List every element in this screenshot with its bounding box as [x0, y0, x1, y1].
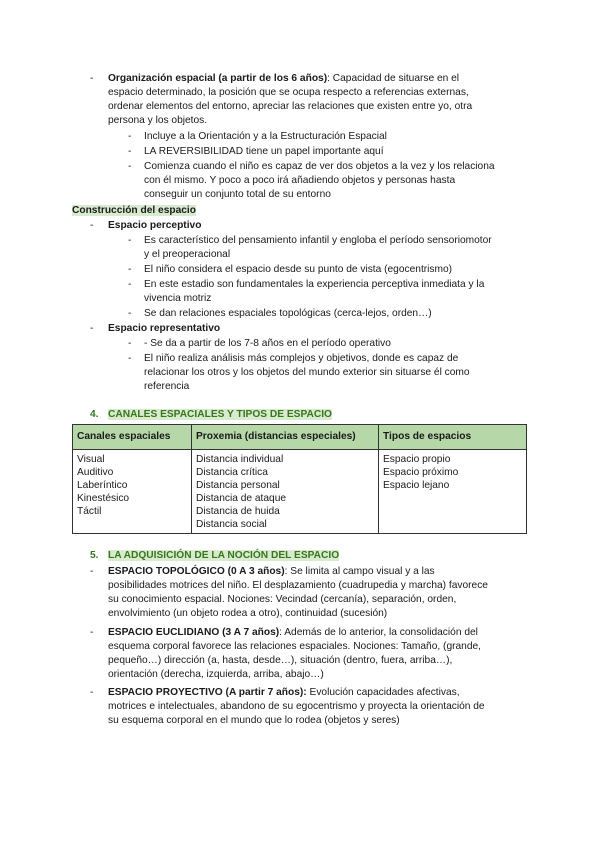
representativo-label-text: Espacio representativo	[108, 323, 221, 334]
org-espacial-paragraph	[108, 72, 528, 128]
list-item-text: - Se da a partir de los 7-8 años en el período operativo	[144, 338, 391, 349]
list-item-text: relacionar los otros y los objetos del mundo exterior sin situarse él como	[144, 367, 470, 378]
section-title: CANALES ESPACIALES Y TIPOS DE ESPACIO	[108, 409, 332, 420]
bullet-dash: -	[128, 338, 132, 349]
section-number: 4.	[90, 409, 99, 420]
bullet-dash: -	[128, 235, 132, 246]
espacio-proyectivo-item	[108, 686, 528, 728]
list-item-text: El niño realiza análisis más complejos y objetivos, donde es capaz de	[144, 353, 459, 364]
bullet-dash: -	[90, 73, 94, 84]
section-4-heading	[90, 408, 332, 422]
org-text-line: : Capacidad de situarse en el	[327, 73, 460, 84]
org-sub-item	[144, 145, 528, 159]
espacio-topologico-item	[108, 565, 528, 621]
cell-line: Kinestésico	[77, 493, 130, 504]
list-item-text: referencia	[144, 381, 190, 392]
cell-line: Distancia personal	[196, 480, 280, 491]
perceptivo-item	[144, 278, 528, 306]
perceptivo-item	[144, 307, 528, 321]
cell-line: Auditivo	[77, 467, 114, 478]
list-item-text: Comienza cuando el niño es capaz de ver dos objetos a la vez y los relaciona	[144, 161, 495, 172]
bullet-dash: -	[128, 353, 132, 364]
list-item-text: Se dan relaciones espaciales topológicas (cerca-lejos, orden…)	[144, 308, 432, 319]
item-text-line: esquema corporal favorece las relaciones espaciales. Nociones: Tamaño, (grande,	[108, 641, 481, 652]
cell-line: Visual	[77, 454, 105, 465]
item-text-line: posibilidades motrices del niño. El desplazamiento (cuadrupedia y marcha) favorece	[108, 580, 488, 591]
org-text-line: espacio determinado, la posición que se ocupa respecto a referencias externas,	[108, 87, 469, 98]
perceptivo-item	[144, 234, 528, 262]
cell-line: Distancia individual	[196, 454, 284, 465]
list-item-text: Es característico del pensamiento infantil y engloba el período sensoriomotor	[144, 235, 492, 246]
bullet-dash: -	[90, 687, 94, 698]
table-header: Canales espaciales	[73, 425, 192, 450]
table-header: Tipos de espacios	[379, 425, 527, 450]
construccion-heading-text: Construcción del espacio	[72, 205, 196, 216]
item-text-line: su conocimiento espacial. Nociones: Vecindad (cercanía), separación, orden,	[108, 594, 457, 605]
list-item-text: LA REVERSIBILIDAD tiene un papel importante aquí	[144, 146, 384, 157]
item-title: ESPACIO EUCLIDIANO (3 A 7 años)	[108, 627, 280, 638]
cell-line: Distancia de ataque	[196, 493, 287, 504]
table-header-row	[73, 425, 527, 450]
item-text-line: su esquema corporal en el mundo que lo rodea (objetos y seres)	[108, 715, 400, 726]
bullet-dash: -	[90, 566, 94, 577]
section-number: 5.	[90, 550, 99, 561]
list-item-text: En este estadio son fundamentales la experiencia perceptiva inmediata y la	[144, 279, 485, 290]
bullet-dash: -	[128, 264, 132, 275]
item-text-line: : Además de lo anterior, la consolidación del	[279, 627, 478, 638]
cell-line: Táctil	[77, 506, 102, 517]
bullet-dash: -	[90, 627, 94, 638]
cell-line: Distancia de huida	[196, 506, 280, 517]
bullet-dash: -	[128, 131, 132, 142]
item-text-line: : Se limita al campo visual y a las	[284, 566, 435, 577]
representativo-item	[144, 337, 528, 351]
item-text-line: envolvimiento (un objeto rodea a otro), continuidad (sucesión)	[108, 608, 388, 619]
bullet-dash: -	[128, 161, 132, 172]
cell-line: Espacio próximo	[383, 467, 459, 478]
bullet-dash: -	[90, 220, 94, 231]
list-item-text: con él mismo. Y poco a poco irá añadiendo objetos y personas hasta	[144, 175, 456, 186]
cell-line: Espacio propio	[383, 454, 451, 465]
bullet-dash: -	[128, 279, 132, 290]
perceptivo-label-text: Espacio perceptivo	[108, 220, 202, 231]
section-title: LA ADQUISICIÓN DE LA NOCIÓN DEL ESPACIO	[108, 550, 340, 561]
cell-line: Espacio lejano	[383, 480, 450, 491]
list-item-text: conseguir un conjunto total de su entorno	[144, 189, 331, 200]
perceptivo-item	[144, 263, 528, 277]
bullet-dash: -	[90, 323, 94, 334]
table-cell-canales	[73, 450, 192, 534]
table-row	[73, 450, 527, 534]
espacio-euclidiano-item	[108, 626, 528, 682]
item-title: ESPACIO PROYECTIVO (A partir 7 años):	[108, 687, 307, 698]
table-cell-proxemia	[192, 450, 379, 534]
espacio-perceptivo-label	[108, 219, 528, 233]
representativo-item	[144, 352, 528, 394]
construccion-heading	[72, 204, 196, 218]
list-item-text: vivencia motriz	[144, 293, 212, 304]
org-sub-item	[144, 130, 528, 144]
list-item-text: El niño considera el espacio desde su punto de vista (egocentrismo)	[144, 264, 453, 275]
item-text-line: motrices e intelectuales, abandono de su egocentrismo y proyecta la orientación de	[108, 701, 485, 712]
item-text-line: Evolución capacidades afectivas,	[306, 687, 460, 698]
cell-line: Laberíntico	[77, 480, 128, 491]
item-title: ESPACIO TOPOLÓGICO (0 A 3 años)	[108, 566, 285, 577]
section-5-heading	[90, 549, 339, 563]
bullet-dash: -	[128, 146, 132, 157]
org-espacial-title: Organización espacial (a partir de los 6 años)	[108, 73, 328, 84]
org-text-line: ordenar elementos del entorno, apreciar las relaciones que existen entre yo, otra	[108, 101, 473, 112]
canales-table	[72, 424, 527, 534]
list-item-text: Incluye a la Orientación y a la Estructuración Espacial	[144, 131, 387, 142]
cell-line: Distancia crítica	[196, 467, 268, 478]
cell-line: Distancia social	[196, 519, 267, 530]
org-sub-item	[144, 160, 528, 202]
list-item-text: y el preoperacional	[144, 249, 231, 260]
espacio-representativo-label	[108, 322, 528, 336]
bullet-dash: -	[128, 308, 132, 319]
item-text-line: orientación (derecha, izquierda, arriba, abajo…)	[108, 669, 324, 680]
item-text-line: pequeño…) dirección (a, hasta, desde…), situación (dentro, fuera, arriba…),	[108, 655, 453, 666]
table-header: Proxemia (distancias especiales)	[192, 425, 379, 450]
org-text-line: persona y los objetos.	[108, 115, 208, 126]
table-cell-tipos	[379, 450, 527, 534]
